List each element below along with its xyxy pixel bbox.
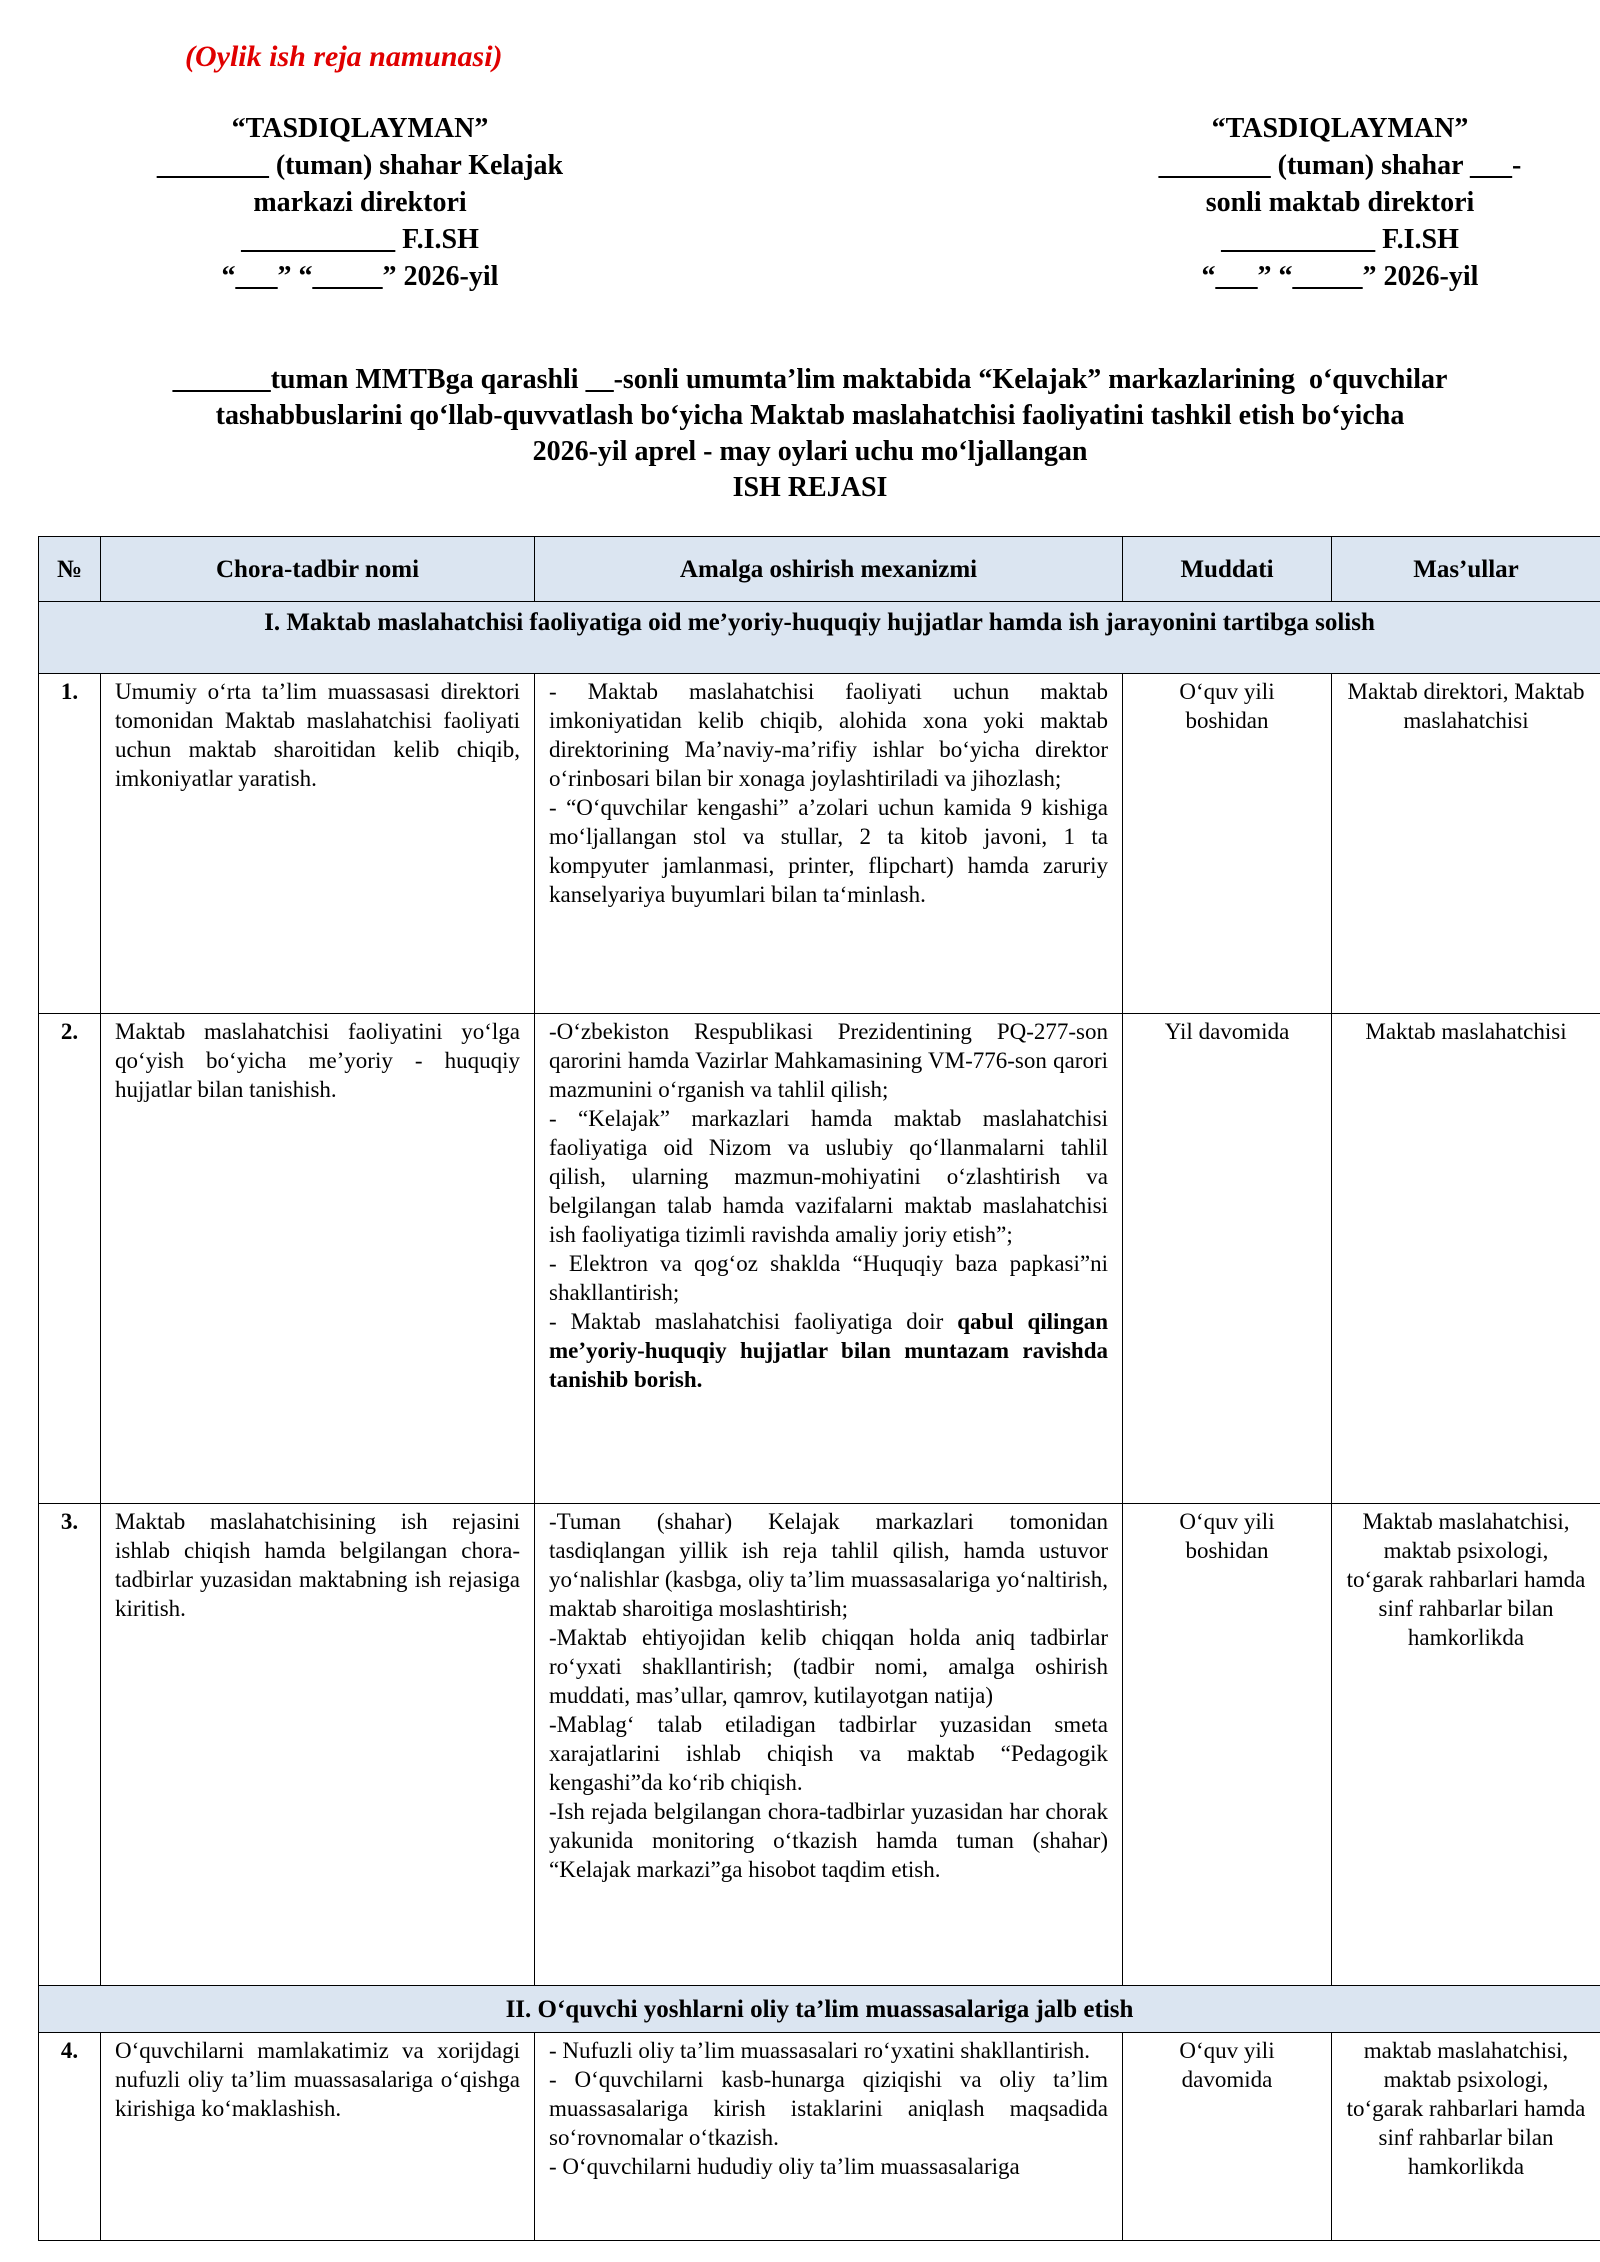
row-number: 2. bbox=[39, 1014, 101, 1504]
approval-heading: “TASDIQLAYMAN” bbox=[231, 113, 489, 144]
approval-line: sonli maktab direktori bbox=[1205, 187, 1475, 218]
section-row bbox=[39, 1986, 1600, 2033]
column-header: Chora-tadbir nomi bbox=[101, 537, 535, 602]
mechanism-cell bbox=[535, 1014, 1123, 1504]
mechanism-item: -Ish rejada belgilangan chora-tadbirlar yuzasidan har chorak yakunida monitoring o‘tkazish hamda tuman (shahar) “Kelajak markazi”ga hisobot taqdim etish. bbox=[549, 1799, 1108, 1882]
approval-line: “___” “_____” 2026-yil bbox=[1201, 261, 1479, 292]
row-number: 1. bbox=[39, 674, 101, 1014]
term-cell: O‘quv yili boshidan bbox=[1123, 674, 1332, 1014]
table-row bbox=[39, 674, 1600, 1014]
mechanism-bold-text: qabul qilingan me’yoriy-huquqiy hujjatlar bilan muntazam ravishda tanishib borish. bbox=[549, 1309, 1109, 1392]
column-header: № bbox=[39, 537, 101, 602]
responsible-cell: Maktab direktori, Maktab maslahatchisi bbox=[1332, 674, 1600, 1014]
approval-line: ________ (tuman) shahar ___- bbox=[1158, 150, 1522, 181]
mechanism-item: - O‘quvchilarni hududiy oliy ta’lim muassasalariga bbox=[549, 2154, 1020, 2179]
mechanism-item: - Maktab maslahatchisi faoliyati uchun maktab imkoniyatidan kelib chiqib, alohida xona yoki maktab direktorining Ma’naviy-ma’rifiy ishlar bo‘yicha direktor o‘rinbosari bilan bir xonaga joylashtiriladi va jihozlash; bbox=[549, 679, 1108, 791]
mechanism-item: - “Kelajak” markazlari hamda maktab maslahatchisi faoliyatiga oid Nizom va uslubiy qo‘llanmalarni tahlil qilish, ularning mazmun-mohiyatini o‘zlashtirish va belgilangan talab hamda vazifalarni maktab maslahatchisi ish faoliyatiga tizimli ravishda amaliy joriy etish”; bbox=[549, 1106, 1108, 1247]
section-row bbox=[39, 602, 1600, 674]
mechanism-text: - Maktab maslahatchisi faoliyatiga doir bbox=[549, 1309, 958, 1334]
term-cell: O‘quv yili davomida bbox=[1123, 2033, 1332, 2241]
section-title: I. Maktab maslahatchisi faoliyatiga oid me’yoriy-huquqiy hujjatlar hamda ish jarayonini tartibga solish bbox=[39, 602, 1600, 674]
mechanism-cell bbox=[535, 2033, 1123, 2241]
table-header-row bbox=[39, 537, 1600, 602]
approval-line: ___________ F.I.SH bbox=[1221, 224, 1459, 255]
title-line: 2026-yil aprel - may oylari uchu mo‘ljallangan bbox=[532, 436, 1088, 467]
mechanism-item: - “O‘quvchilar kengashi” a’zolari uchun kamida 9 kishiga mo‘ljallangan stol va stullar, 2 ta kitob javoni, 1 ta kompyuter jamlanmasi, printer, flipchart) hamda zaruriy kanselyariya buyumlari bilan ta‘minlash. bbox=[549, 795, 1108, 907]
mechanism-item: -Tuman (shahar) Kelajak markazlari tomonidan tasdiqlangan yillik ish reja tahlil qilish, hamda ustuvor yo‘nalishlar (kasbga, oliy ta’lim muassasalariga yo‘naltirish, maktab sharoitiga moslashtirish; bbox=[549, 1509, 1108, 1621]
approval-line: “___” “_____” 2026-yil bbox=[221, 261, 499, 292]
approval-line: ________ (tuman) shahar Kelajak bbox=[156, 150, 564, 181]
mechanism-item: - O‘quvchilarni kasb-hunarga qiziqishi va oliy ta’lim muassasalariga kirish istaklarini aniqlash maqsadida so‘rovnomalar o‘tkazish. bbox=[549, 2067, 1108, 2150]
table-row bbox=[39, 1504, 1600, 1986]
column-header: Muddati bbox=[1123, 537, 1332, 602]
section-title: II. O‘quvchi yoshlarni oliy ta’lim muassasalariga jalb etish bbox=[39, 1986, 1600, 2033]
table-row bbox=[39, 1014, 1600, 1504]
mechanism-cell bbox=[535, 674, 1123, 1014]
column-header: Amalga oshirish mexanizmi bbox=[535, 537, 1123, 602]
activity-name: O‘quvchilarni mamlakatimiz va xorijdagi nufuzli oliy ta’lim muassasalariga o‘qishga kirishiga ko‘maklashish. bbox=[101, 2033, 535, 2241]
sample-title: (Oylik ish reja namunasi) bbox=[185, 40, 503, 73]
approval-block-left bbox=[80, 110, 640, 295]
document-title bbox=[40, 362, 1580, 506]
mechanism-cell bbox=[535, 1504, 1123, 1986]
mechanism-item bbox=[549, 1307, 1108, 1394]
work-plan-table bbox=[38, 536, 1600, 2241]
responsible-cell: maktab maslahatchisi, maktab psixologi, to‘garak rahbarlari hamda sinf rahbarlar bilan hamkorlikda bbox=[1332, 2033, 1600, 2241]
mechanism-item: - Nufuzli oliy ta’lim muassasalari ro‘yxatini shakllantirish. bbox=[549, 2038, 1091, 2063]
mechanism-item: -Maktab ehtiyojidan kelib chiqqan holda aniq tadbirlar ro‘yxati shakllantirish; (tadbir nomi, amalga oshirish muddati, mas’ullar, qamrov, kutilayotgan natija) bbox=[549, 1625, 1108, 1708]
title-line: ISH REJASI bbox=[732, 472, 888, 503]
activity-name: Maktab maslahatchisi faoliyatini yo‘lga qo‘yish bo‘yicha me’yoriy - huquqiy hujjatlar bilan tanishish. bbox=[101, 1014, 535, 1504]
approval-line: ___________ F.I.SH bbox=[241, 224, 479, 255]
row-number: 3. bbox=[39, 1504, 101, 1986]
title-line: _______tuman MMTBga qarashli __-sonli umumta’lim maktabida “Kelajak” markazlarining o‘quvchilar bbox=[172, 364, 1448, 395]
activity-name: Maktab maslahatchisining ish rejasini ishlab chiqish hamda belgilangan chora-tadbirlar yuzasidan maktabning ish rejasiga kiritish. bbox=[101, 1504, 535, 1986]
mechanism-item: -O‘zbekiston Respublikasi Prezidentining PQ-277-son qarorini hamda Vazirlar Mahkamasining VM-776-son qarori mazmunini o‘rganish va tahlil qilish; bbox=[549, 1019, 1108, 1102]
activity-name: Umumiy o‘rta ta’lim muassasasi direktori tomonidan Maktab maslahatchisi faoliyati uchun maktab sharoitidan kelib chiqib, imkoniyatlar yaratish. bbox=[101, 674, 535, 1014]
responsible-cell: Maktab maslahatchisi, maktab psixologi, to‘garak rahbarlari hamda sinf rahbarlar bilan hamkorlikda bbox=[1332, 1504, 1600, 1986]
approval-line: markazi direktori bbox=[253, 187, 467, 218]
approval-heading: “TASDIQLAYMAN” bbox=[1211, 113, 1469, 144]
title-line: tashabbuslarini qo‘llab-quvvatlash bo‘yicha Maktab maslahatchisi faoliyatini tashkil etish bo‘yicha bbox=[215, 400, 1405, 431]
responsible-cell: Maktab maslahatchisi bbox=[1332, 1014, 1600, 1504]
mechanism-item: -Mablag‘ talab etiladigan tadbirlar yuzasidan smeta xarajatlarini ishlab chiqish va maktab “Pedagogik kengashi”da ko‘rib chiqish. bbox=[549, 1712, 1108, 1795]
mechanism-item: - Elektron va qog‘oz shaklda “Huquqiy baza papkasi”ni shakllantirish; bbox=[549, 1251, 1108, 1305]
row-number: 4. bbox=[39, 2033, 101, 2241]
term-cell: Yil davomida bbox=[1123, 1014, 1332, 1504]
column-header: Mas’ullar bbox=[1332, 537, 1600, 602]
term-cell: O‘quv yili boshidan bbox=[1123, 1504, 1332, 1986]
approval-block-right bbox=[1060, 110, 1600, 295]
table-row bbox=[39, 2033, 1600, 2241]
